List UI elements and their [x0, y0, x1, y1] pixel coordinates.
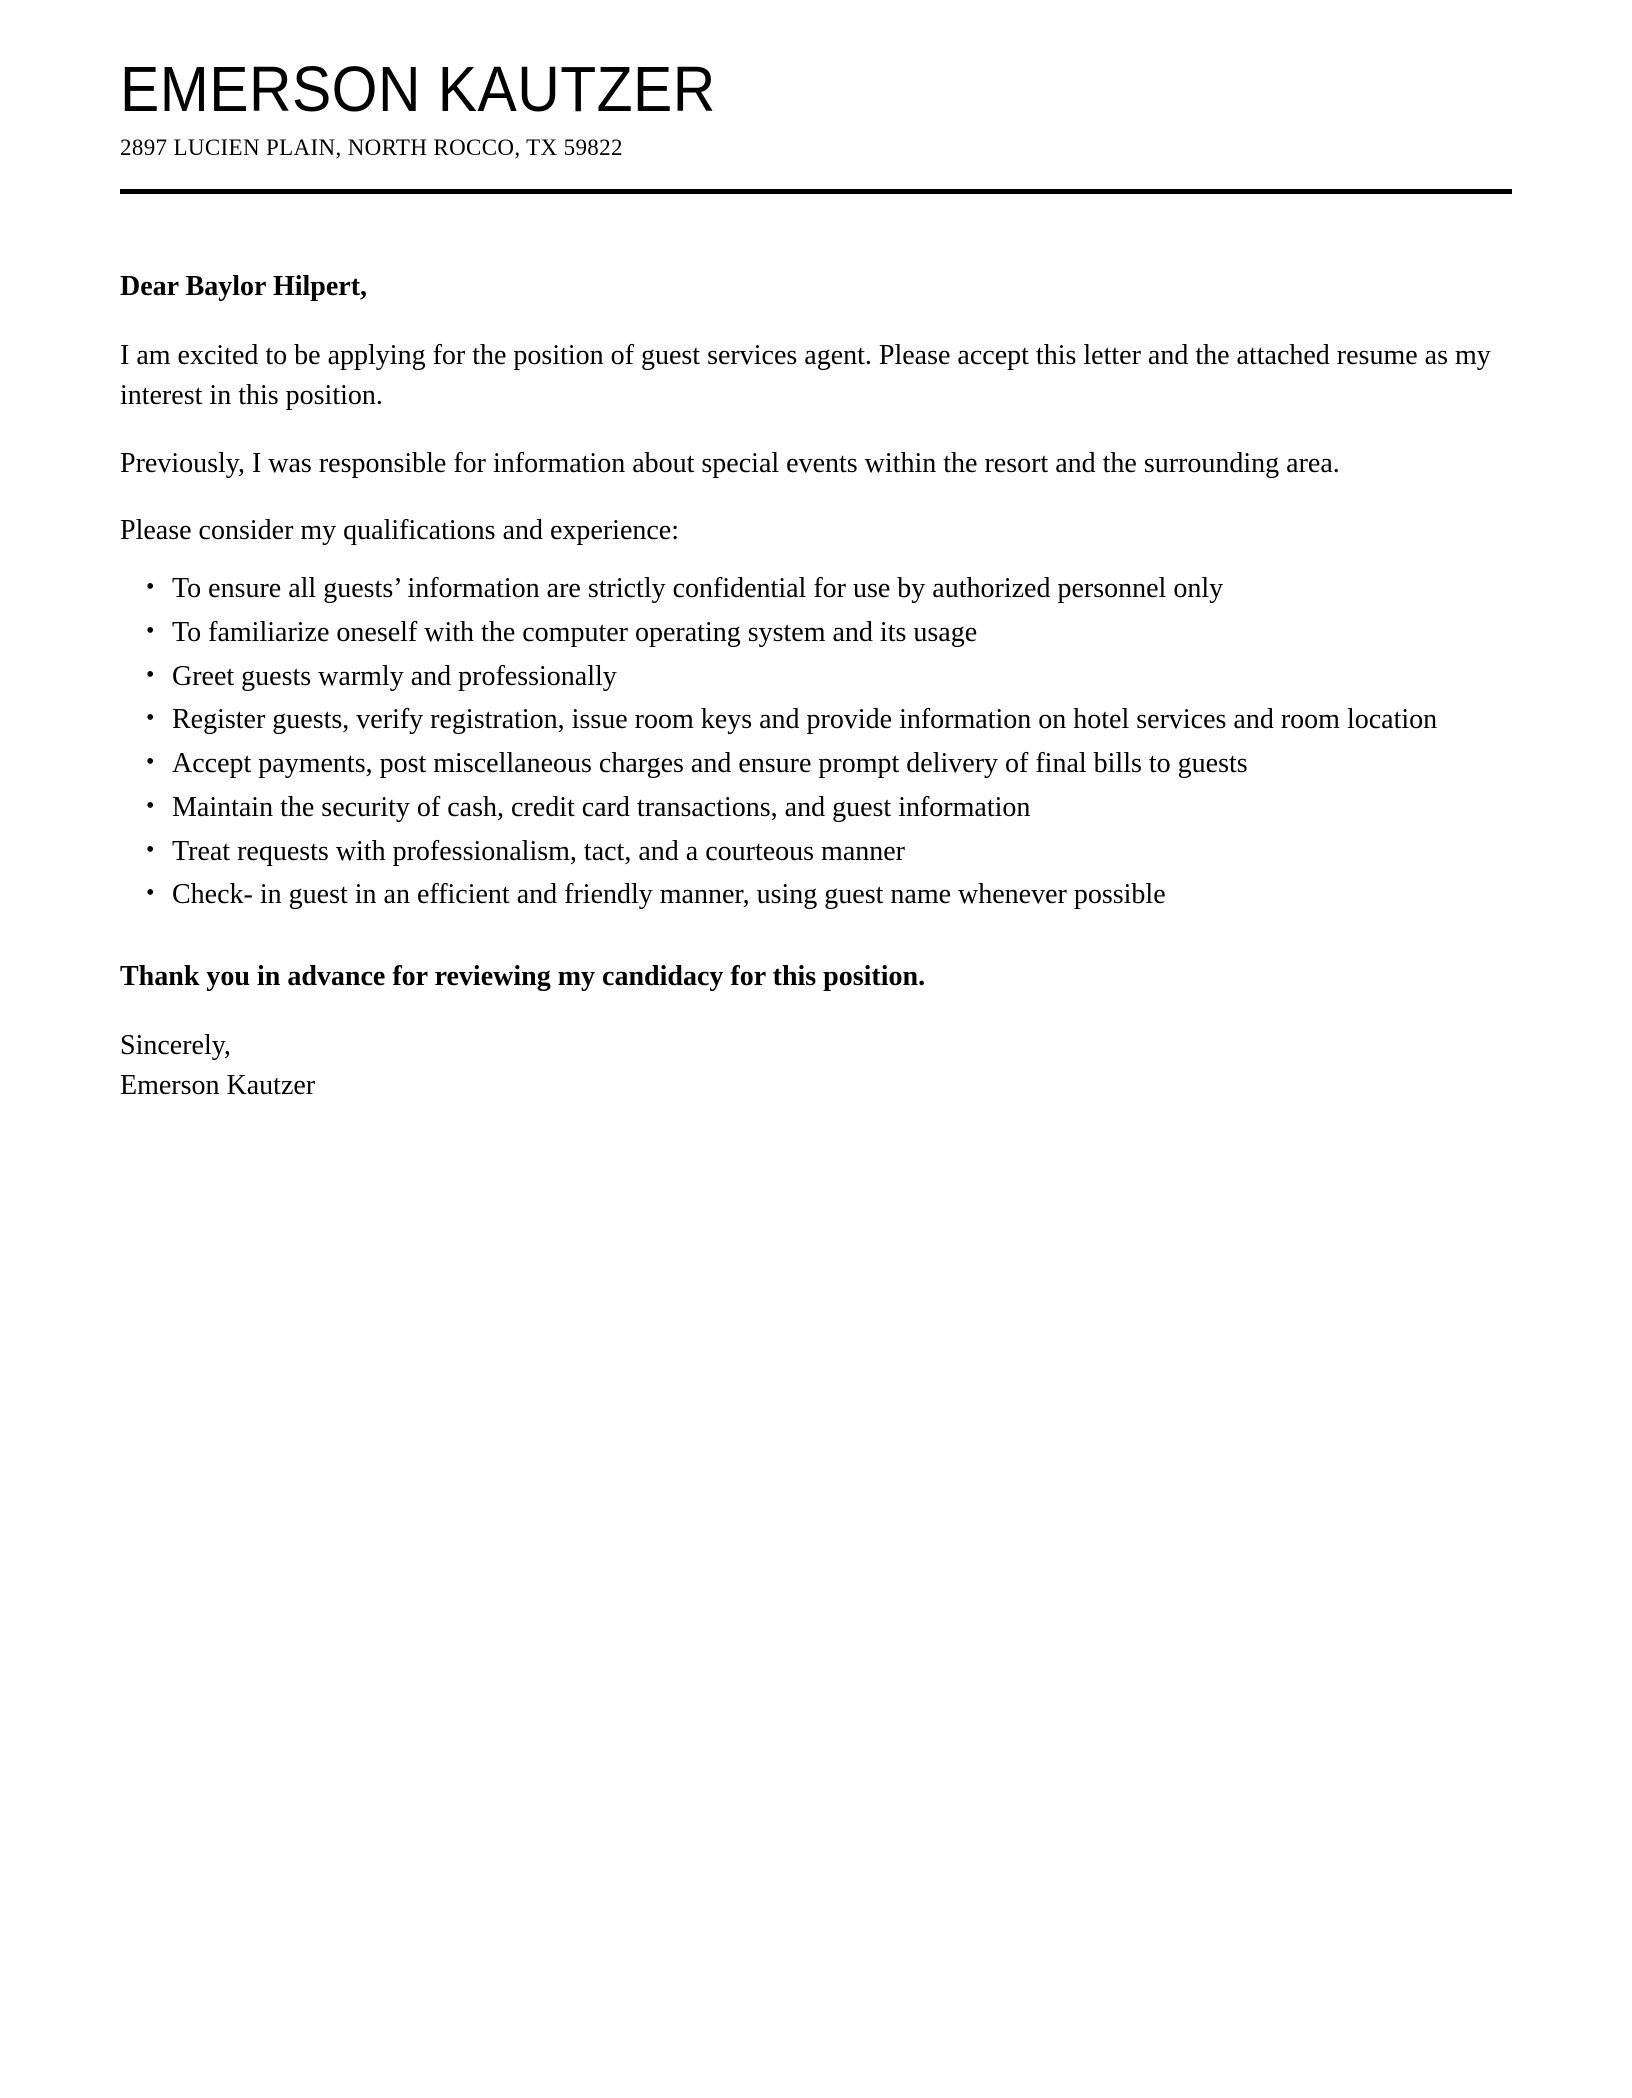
body-paragraph-2: Previously, I was responsible for information about special events within the resort and the surrounding area.	[120, 447, 1340, 479]
closing-statement: Thank you in advance for reviewing my candidacy for this position.	[120, 961, 926, 993]
body-paragraph-1: I am excited to be applying for the position of guest services agent. Please accept this letter and the attached resume as my interest in this position.	[120, 340, 1491, 411]
sign-off-line: Sincerely,	[120, 1030, 231, 1062]
list-item: • To ensure all guests’ information are strictly confidential for use by authorized personnel only	[120, 569, 1512, 609]
list-item: • Check- in guest in an efficient and friendly manner, using guest name whenever possible	[120, 875, 1512, 915]
list-item: • Treat requests with professionalism, tact, and a courteous manner	[120, 832, 1512, 872]
applicant-name-heading: EMERSON KAUTZER	[120, 53, 716, 125]
qualifications-intro: Please consider my qualifications and experience:	[120, 515, 680, 547]
list-item: • Accept payments, post miscellaneous charges and ensure prompt delivery of final bills to guests	[120, 744, 1512, 784]
signature-block	[120, 1026, 1512, 1106]
qualifications-list	[120, 569, 1512, 915]
list-item: • Maintain the security of cash, credit card transactions, and guest information	[120, 788, 1512, 828]
letter-body	[120, 268, 1512, 1106]
list-item: • Register guests, verify registration, issue room keys and provide information on hotel services and room location	[120, 700, 1512, 740]
salutation: Dear Baylor Hilpert,	[120, 270, 368, 302]
signature-name: Emerson Kautzer	[120, 1070, 316, 1102]
letterhead-divider	[120, 189, 1512, 194]
applicant-address: 2897 LUCIEN PLAIN, NORTH ROCCO, TX 59822	[120, 134, 623, 160]
letterhead	[120, 53, 1512, 194]
list-item: • Greet guests warmly and professionally	[120, 657, 1512, 697]
list-item: • To familiarize oneself with the computer operating system and its usage	[120, 613, 1512, 653]
